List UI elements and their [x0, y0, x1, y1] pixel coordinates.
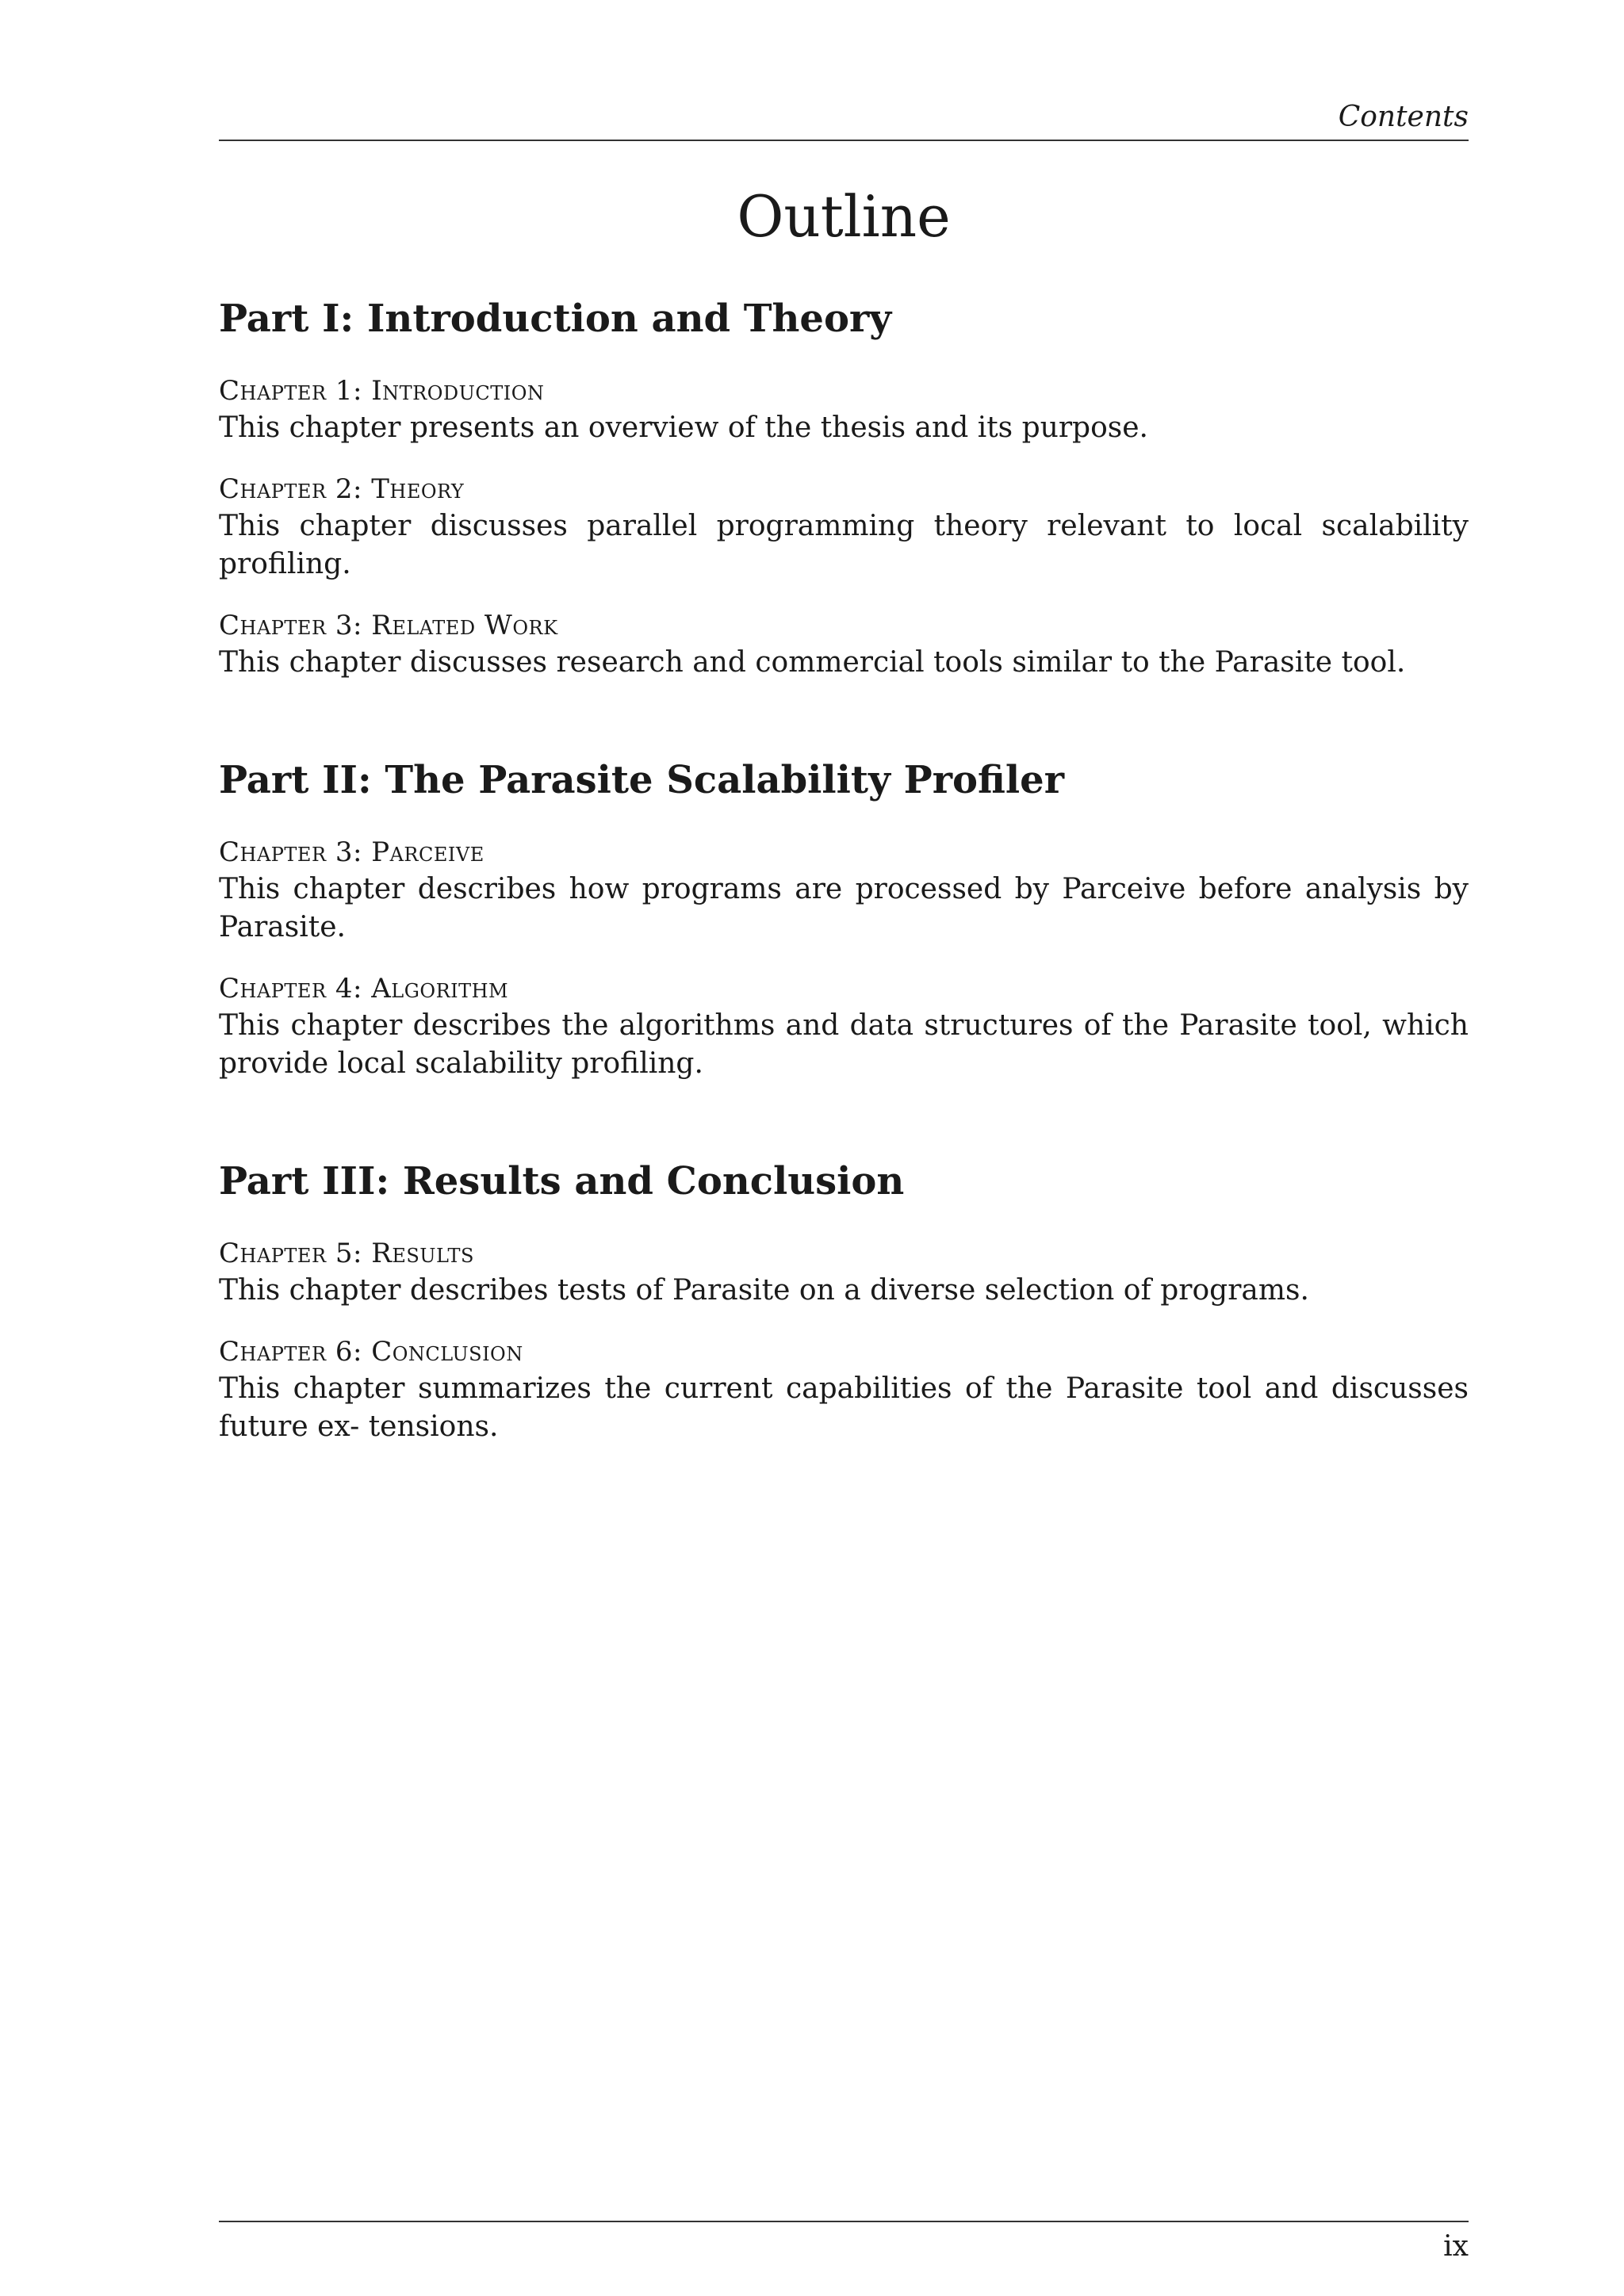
part-title: Part III: Results and Conclusion — [219, 1159, 905, 1203]
part-title: Part I: Introduction and Theory — [219, 297, 892, 341]
chapter-description: This chapter describes how programs are processed by Parceive before analysis by Parasite. — [219, 873, 1469, 943]
chapter-title: Chapter 1: Introduction — [219, 375, 545, 407]
part-3 — [219, 1156, 1469, 1446]
chapter-description: This chapter describes tests of Parasite on a diverse selection of programs. — [219, 1274, 1309, 1307]
chapter-description: This chapter describes the algorithms and data structures of the Parasite tool, which provide local scalability profiling. — [219, 1009, 1469, 1080]
chapter-title: Chapter 5: Results — [219, 1238, 474, 1269]
chapter-description: This chapter discusses research and commercial tools similar to the Parasite tool. — [219, 646, 1406, 679]
chapter-entry — [219, 970, 1469, 1083]
chapter-title: Chapter 3: Parceive — [219, 836, 485, 868]
chapter-entry — [219, 471, 1469, 584]
chapter-title: Chapter 4: Algorithm — [219, 973, 509, 1004]
part-2 — [219, 755, 1469, 1083]
part-title: Part II: The Parasite Scalability Profiler — [219, 758, 1064, 802]
chapter-title: Chapter 6: Conclusion — [219, 1336, 523, 1368]
chapter-title: Chapter 2: Theory — [219, 473, 465, 505]
chapter-description: This chapter presents an overview of the thesis and its purpose. — [219, 411, 1148, 444]
chapter-entry — [219, 373, 1469, 447]
running-head: Contents — [219, 95, 1469, 141]
chapter-entry — [219, 607, 1469, 682]
chapter-entry — [219, 834, 1469, 947]
chapter-entry — [219, 1334, 1469, 1446]
outline-content — [219, 293, 1469, 1519]
page-title: Outline — [737, 183, 951, 250]
footer-rule — [219, 2221, 1469, 2222]
page-number: ix — [1443, 2230, 1469, 2263]
part-1 — [219, 293, 1469, 682]
chapter-description: This chapter summarizes the current capabilities of the Parasite tool and discusses future ex- tensions. — [219, 1372, 1469, 1443]
chapter-entry — [219, 1235, 1469, 1310]
chapter-title: Chapter 3: Related Work — [219, 610, 558, 641]
chapter-description: This chapter discusses parallel programming theory relevant to local scalability profiling. — [219, 510, 1469, 580]
